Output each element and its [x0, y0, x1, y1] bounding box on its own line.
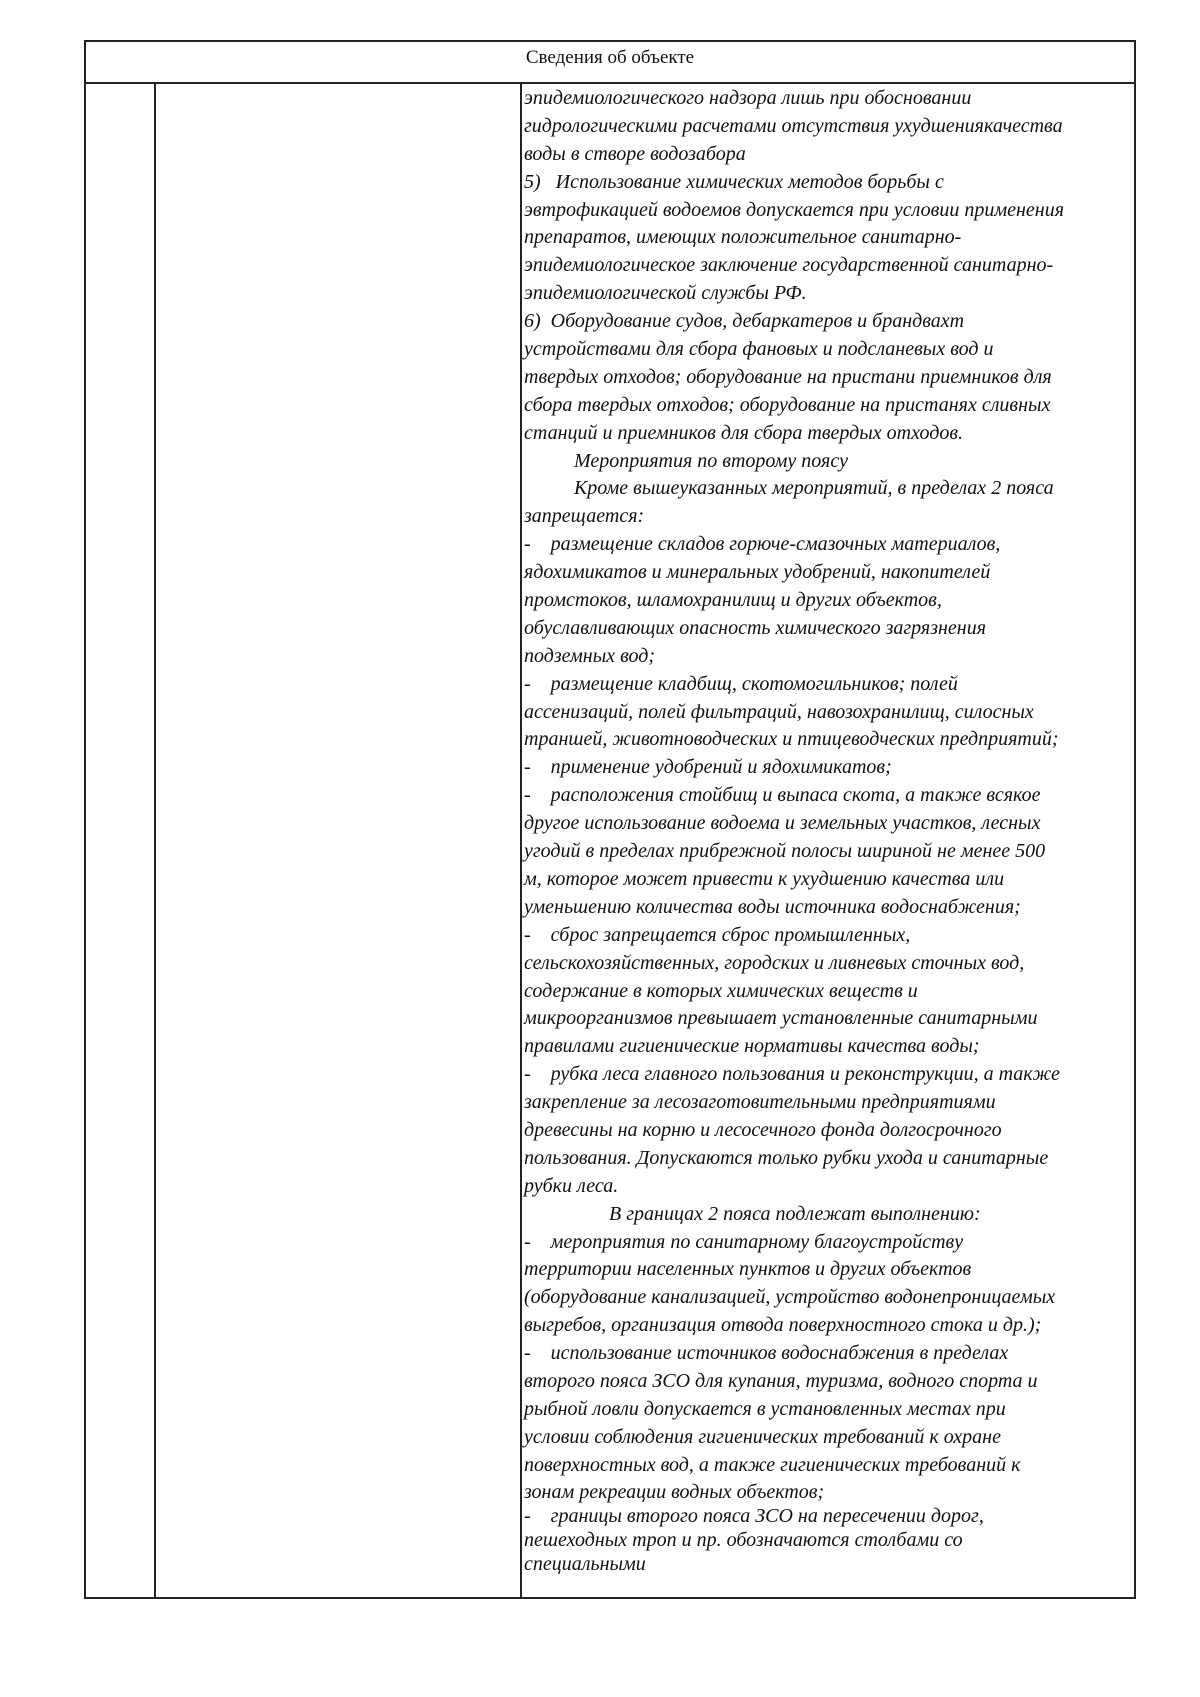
text-line: (оборудование канализацией, устройство водонепроницаемых — [524, 1286, 1056, 1309]
text-line: 5) Использование химических методов борьбы с — [524, 170, 944, 193]
table-header-title: Сведения об объекте — [525, 47, 695, 68]
column-divider-2 — [520, 84, 522, 1597]
text-line: Кроме вышеуказанных мероприятий, в пределах 2 пояса — [524, 477, 1054, 500]
text-line: рубки леса. — [524, 1174, 619, 1197]
text-line: - рубка леса главного пользования и реконструкции, а также — [524, 1063, 1060, 1086]
text-line: воды в створе водозабора — [524, 142, 746, 165]
text-line: твердых отходов; оборудование на пристани приемников для — [524, 365, 1052, 388]
text-line: второго пояса ЗСО для купания, туризма, водного спорта и — [524, 1369, 1038, 1392]
text-line: - границы второго пояса ЗСО на пересечении дорог, — [524, 1504, 984, 1527]
text-line: подземных вод; — [524, 644, 656, 667]
info-table — [84, 40, 1136, 1599]
text-line: обуславливающих опасность химического загрязнения — [524, 616, 987, 639]
text-line: запрещается: — [524, 505, 645, 528]
table-header-row — [86, 42, 1134, 84]
text-line: гидрологическими расчетами отсутствия ухудшениякачества — [524, 114, 1063, 137]
text-line: пользования. Допускаются только рубки ухода и санитарные — [524, 1146, 1049, 1169]
text-line: древесины на корню и лесосечного фонда долгосрочного — [524, 1118, 1002, 1141]
text-line: условии соблюдения гигиенических требований к охране — [524, 1425, 1001, 1448]
text-line: Мероприятия по второму поясу — [524, 449, 848, 472]
description-cell — [524, 85, 1130, 1576]
text-line: выгребов, организация отвода поверхностного стока и др.); — [524, 1314, 1042, 1337]
text-line: - размещение складов горюче-смазочных материалов, — [524, 533, 1001, 556]
text-line: промстоков, шламохранилищ и других объектов, — [524, 589, 942, 612]
text-line: уменьшению количества воды источника водоснабжения; — [524, 895, 1021, 918]
text-line: эвтрофикацией водоемов допускается при условии применения — [524, 198, 1064, 221]
text-line: содержание в которых химических веществ и — [524, 979, 918, 1002]
text-line: поверхностных вод, а также гигиенических требований к — [524, 1453, 1021, 1476]
text-line: траншей, животноводческих и птицеводческих предприятий; — [524, 728, 1059, 751]
text-line: ядохимикатов и минеральных удобрений, накопителей — [524, 561, 991, 584]
text-line: эпидемиологическое заключение государственной санитарно- — [524, 254, 1054, 277]
text-line: закрепление за лесозаготовительными предприятиями — [524, 1091, 996, 1114]
text-line: эпидемиологической службы РФ. — [524, 282, 807, 305]
text-line: - расположения стойбищ и выпаса скота, а также всякое — [524, 784, 1041, 807]
text-line: пешеходных троп и пр. обозначаются столбами со — [524, 1528, 963, 1551]
text-line: территории населенных пунктов и других объектов — [524, 1258, 972, 1281]
text-line: ассенизаций, полей фильтраций, навозохранилищ, силосных — [524, 700, 1034, 723]
text-line: - размещение кладбищ, скотомогильников; полей — [524, 672, 958, 695]
text-line: - сброс запрещается сброс промышленных, — [524, 923, 911, 946]
text-line: станций и приемников для сбора твердых отходов. — [524, 421, 964, 444]
text-line: другое использование водоема и земельных участков, лесных — [524, 812, 1041, 835]
text-line: эпидемиологического надзора лишь при обосновании — [524, 87, 972, 109]
text-line: специальными — [524, 1552, 646, 1575]
text-line: - применение удобрений и ядохимикатов; — [524, 756, 892, 779]
text-line: В границах 2 пояса подлежат выполнению: — [524, 1202, 981, 1225]
text-line: сбора твердых отходов; оборудование на пристанях сливных — [524, 393, 1051, 416]
text-line: препаратов, имеющих положительное санитарно- — [524, 226, 962, 249]
column-divider-1 — [154, 84, 156, 1597]
text-line: устройствами для сбора фановых и подсланевых вод и — [524, 338, 994, 361]
text-line: микроорганизмов превышает установленные санитарными — [524, 1007, 1038, 1030]
text-line: правилами гигиенические нормативы качества воды; — [524, 1035, 980, 1058]
text-line: - использование источников водоснабжения в пределах — [524, 1342, 1009, 1365]
text-line: рыбной ловли допускается в установленных местах при — [524, 1397, 1006, 1420]
text-line: 6) Оборудование судов, дебаркатеров и брандвахт — [524, 310, 965, 333]
text-line: зонам рекреации водных объектов; — [524, 1480, 825, 1503]
text-line: угодий в пределах прибрежной полосы шириной не менее 500 — [524, 840, 1046, 863]
text-line: сельскохозяйственных, городских и ливневых сточных вод, — [524, 951, 1025, 974]
text-line: м, которое может привести к ухудшению качества или — [524, 867, 1005, 890]
text-line: - мероприятия по санитарному благоустройству — [524, 1230, 964, 1253]
